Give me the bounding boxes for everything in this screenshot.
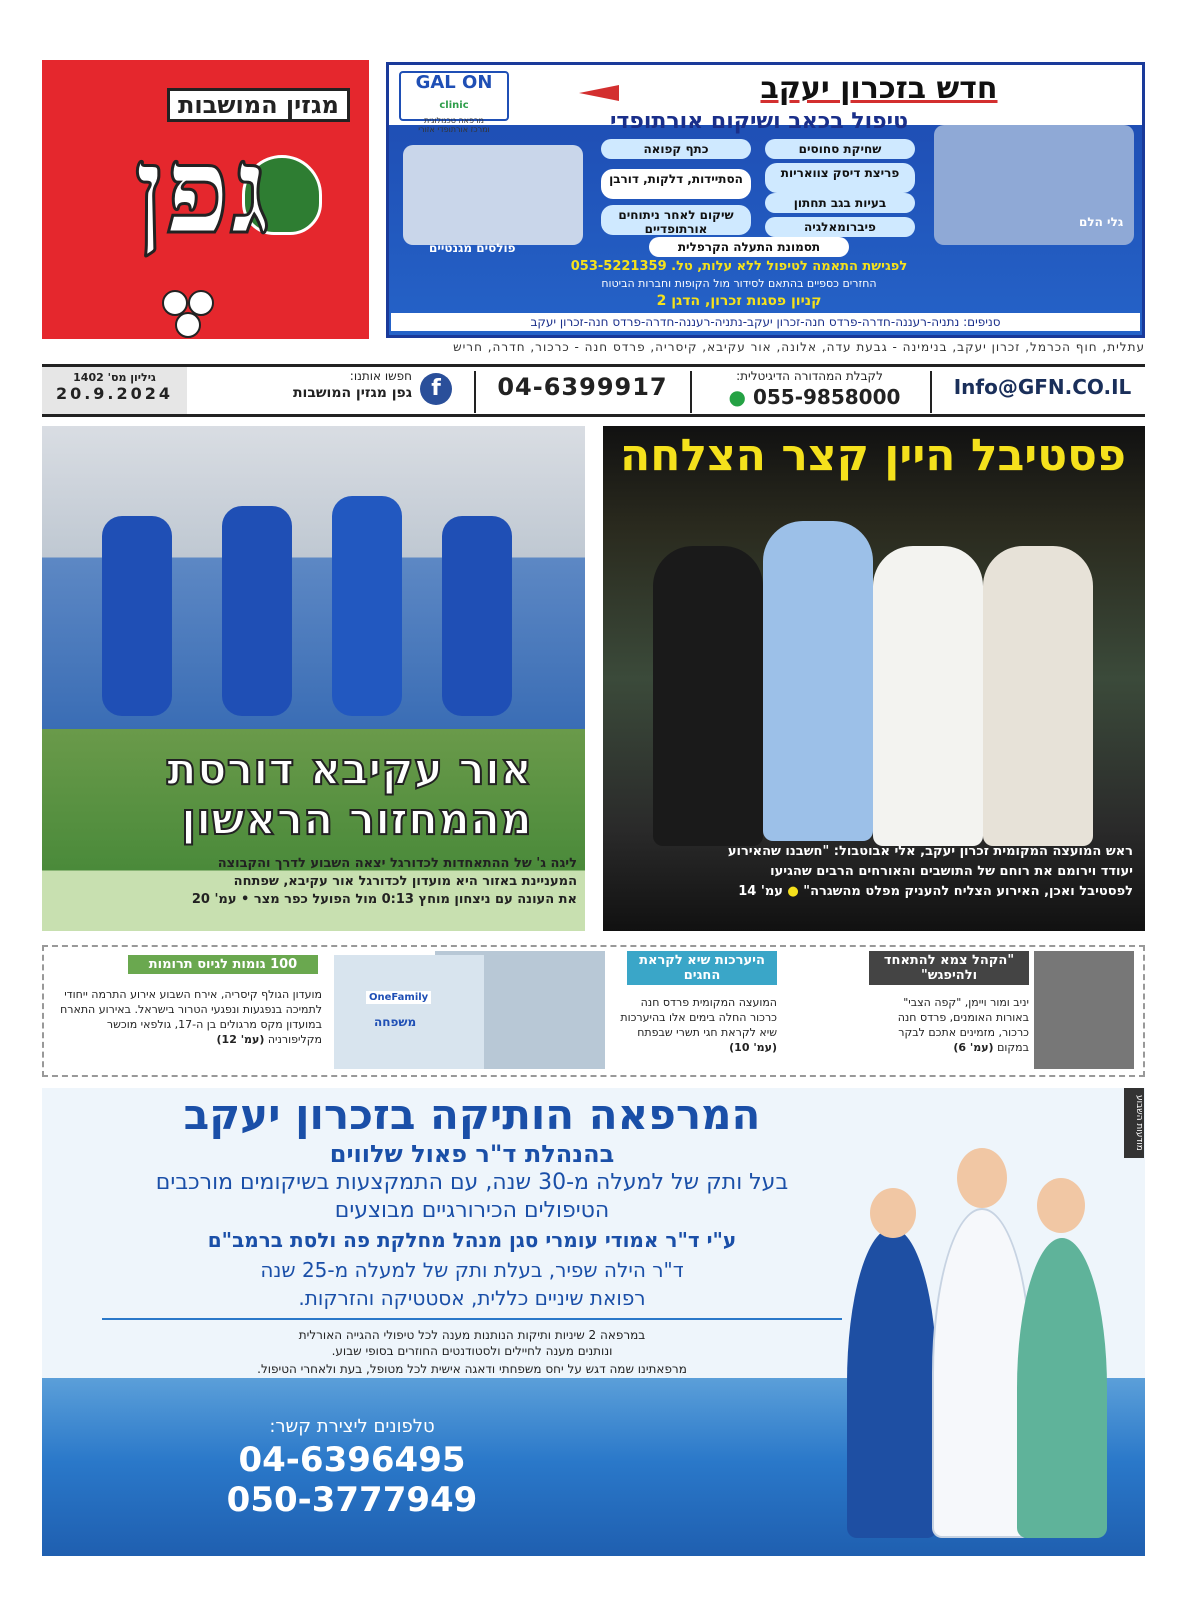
ad-item: שיקום לאחר ניתוחים אורתופדיים (601, 205, 751, 235)
soccer-text-3: את העונה עם ניצחון מוחץ 0:13 מול הפועל כפר מצר • עמ' 20 (191, 892, 577, 907)
soccer-text-2: המעניינת באזור היא מועדון לכדורגל אור עקיבא, שפתחה (233, 874, 577, 889)
short-item-title: היערכות שיא לקראת החגים (627, 951, 777, 985)
person-figure (983, 546, 1093, 846)
clinic-note-2: ונותנים מענה לחיילים ולסטודנטים החוזרים בסופי שבוע. (331, 1344, 613, 1358)
short-item-photo (334, 955, 484, 1069)
issue-number: גיליון מס' 1402 (73, 371, 156, 384)
ad-headline: חדש בזכרון יעקב (760, 71, 998, 106)
magnetic-device-image (403, 145, 583, 245)
photo-banner-text: משפחה (374, 1015, 417, 1029)
clinic-phone-2[interactable]: 050-3777949 (226, 1480, 478, 1520)
ad-item: שחיקת סחוסים (765, 139, 915, 159)
ad-item: כתף קפואה (601, 139, 751, 159)
wine-text-2: יעודד וירומם את רוחם של התושבים והאורחים הרבים שהגיעו (770, 864, 1133, 879)
ad-subhead: טיפול בכאב ושיקום אורתופדי (609, 109, 909, 134)
branches-line: סניפים: נתניה-רעננה-חדרה-פרדס חנה-זכרון יעקב-נתניה-רעננה-חדרה-פרדס חנה-זכרון יעקב (391, 313, 1140, 331)
side-tag: מודעות השבוע (1124, 1088, 1144, 1158)
player-figure (442, 516, 512, 716)
clinic-title: המרפאה הותיקה בזכרון יעקב (183, 1090, 761, 1139)
clinic-line-1: בעל ותק של למעלה מ-30 שנה, עם התמקצעות בשיקומים מורכבים (155, 1170, 789, 1195)
photo-banner-brand: OneFamily (366, 991, 431, 1004)
wine-headline: פסטיבל היין קצר הצלחה (620, 430, 1126, 481)
person-figure (873, 546, 983, 846)
clinic-manager: בהנהלת ד"ר פאול שלווים (329, 1140, 615, 1168)
device-left-label: פולסים מגנטיים (429, 241, 516, 255)
soccer-story[interactable] (42, 426, 585, 931)
short-item-text: מועדון הגולף קיסריה, אירח השבוע אירוע התרמה ייחודי לתמיכה בנפגעות ונפגעי הטרור בישראל. באירוע התארח במועדון מקס מרגולים בן ה-17, גולפאי מוכשר מקליפורניה (עמ' 12) (60, 988, 322, 1046)
surgeon-figure (1017, 1238, 1107, 1538)
contact-bar (42, 364, 1145, 417)
masthead-logo (42, 60, 369, 339)
ad-item: הסתיידות, דלקות, דורבן (601, 169, 751, 199)
appointment-line: לפגישת התאמה לטיפול ללא עלות, טל. 053-5221359 (570, 259, 908, 274)
clinic-line-4: ד"ר הילה שפיר, בעלת ותק של למעלה מ-25 שנה (260, 1258, 684, 1282)
short-item-text: יניב ומור ויימן, "קפה הצבי" באורות האומנים, פרדס חנה כרכור, מזמינים אתכם לבקר במקום (עמ' 6) (897, 996, 1029, 1054)
ad-item: תסמונת התעלה הקרפלית (649, 237, 849, 257)
short-item-title: "הקהל צמא להתאחד ולהיפגש" (869, 951, 1029, 985)
wine-text-3: לפסטיבל ואכן, האירוע הצליח להעניק מפלט מהשגרה" ● עמ' 14 (738, 884, 1133, 899)
short-items-strip (42, 945, 1145, 1077)
device-right-label: גלי הלם (1079, 215, 1124, 229)
ad-item: פריצת דיסק צוואריות (765, 163, 915, 193)
short-item-text: המועצה המקומית פרדס חנה כרכור החלה בימים אלו בהיערכות שיא לקראת חגי תשרי שבפתח (עמ' 10) (620, 996, 777, 1054)
clinic-phones-label: טלפונים ליצירת קשר: (269, 1416, 435, 1437)
digital-label: לקבלת המהדורה הדיגיטלית: (736, 369, 883, 383)
clinic-note-3: מרפאתינו שמה דגש על יחס משפחתי ודאגה אישית לכל מטופל, בעת ולאחרי הטיפול. (257, 1362, 687, 1376)
soccer-headline-2: מהמחזור הראשון (181, 794, 532, 845)
ad-item: פיברומאלגיה (765, 217, 915, 237)
face-icon (870, 1188, 916, 1238)
clinic-line-2: הטיפולים הכירורגיים מבוצעים (334, 1198, 610, 1223)
person-figure (653, 546, 763, 846)
nurse-figure (847, 1228, 937, 1538)
face-icon (957, 1148, 1007, 1208)
towns-list: עתלית, חוף הכרמל, זכרון יעקב, בנימינה - גבעת עדה, אלונה, אור עקיבא, קיסריה, פרדס חנה - כרכור, חדרה, חריש (453, 340, 1145, 354)
ad-item: בעיות בגב תחתון (765, 193, 915, 213)
address-line: קניון פסגות זכרון, הדגן 2 (656, 293, 822, 309)
wine-text-1: ראש המועצה המקומית זכרון יעקב, אלי אבוטבול: "חשבנו שהאירוע (727, 844, 1133, 859)
person-figure (763, 521, 873, 841)
arrow-left-icon (559, 85, 619, 101)
soccer-headline-1: אור עקיבא דורסת (166, 744, 532, 795)
clinic-note-1: במרפאה 2 שיניות ותיקות הנותנות מענה לכל טיפולי ההגייה האורלית (298, 1328, 646, 1342)
whatsapp-number[interactable]: ● 055-9858000 (728, 385, 901, 409)
divider (102, 1318, 842, 1320)
refund-line: החזרים כספיים בהתאם לסידור מול הקופות וחברות הביטוח (601, 277, 877, 290)
phone-number[interactable]: 04-6399917 (497, 373, 668, 401)
short-item-title: 100 גומות לגיוס תרומות (128, 955, 318, 974)
face-icon (1037, 1178, 1085, 1233)
clinic-phone-1[interactable]: 04-6396495 (238, 1440, 466, 1480)
short-item[interactable] (784, 951, 1139, 1073)
masthead-name: גפן (134, 120, 270, 261)
wine-story[interactable] (603, 426, 1145, 931)
masthead-tagline: מגזין המושבות (167, 88, 350, 122)
facebook-icon[interactable]: f (420, 373, 452, 405)
clinic-line-5: רפואת שיניים כללית, אסטטיקה והזרקות. (298, 1286, 646, 1310)
whatsapp-icon: ● (728, 385, 746, 409)
clinic-line-3: ע"י ד"ר אמודי עומרי סגן מנהל מחלקת פה ולסת ברמב"ם (207, 1228, 737, 1252)
issue-box (42, 367, 187, 414)
top-advertisement[interactable] (386, 62, 1145, 338)
email-link[interactable]: Info@GFN.CO.IL (953, 375, 1132, 399)
player-figure (332, 496, 402, 716)
short-item-photo (1034, 951, 1134, 1069)
facebook-name[interactable]: גפן מגזין המושבות (292, 385, 412, 401)
player-figure (222, 506, 292, 716)
clinic-advertisement[interactable] (42, 1088, 1145, 1556)
player-figure (102, 516, 172, 716)
facebook-label: חפשו אותנו: (349, 369, 412, 383)
galon-logo: GAL ON clinic מרפאה טכנולוגית ומרכז אורתופדי אזורי (399, 71, 509, 121)
issue-date: 20.9.2024 (55, 384, 174, 403)
soccer-text-1: ליגה ג' של ההתאחדות לכדורגל יצאה השבוע לדרך והקבוצה (217, 856, 577, 871)
grape-icon (175, 312, 201, 338)
